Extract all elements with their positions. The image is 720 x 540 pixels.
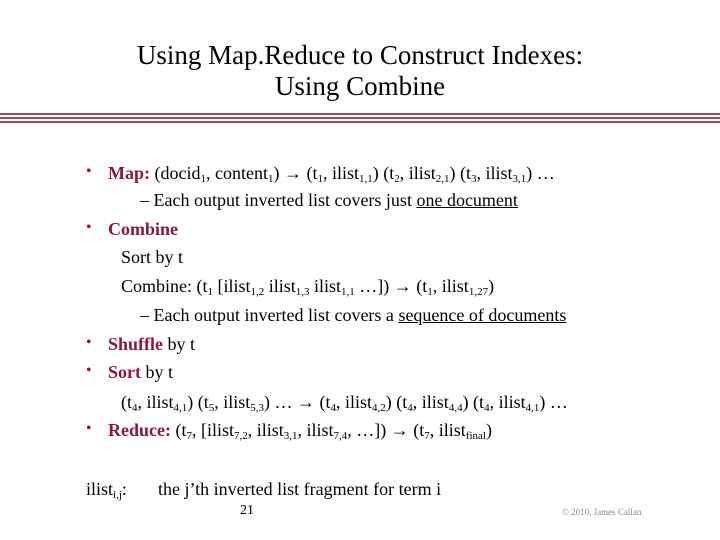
divider-line: [0, 113, 720, 115]
map-line: Map: (docid$_1$, content$_1$) → ($t_1$, ilist$_{1,1}$) ($t_2$, ilist$_{2,1}$) ($t_3$, ilist$_{3,1}$) …: [108, 163, 555, 185]
bullet-icon: •: [86, 362, 92, 379]
copyright-notice: © 2010, James Callan: [562, 507, 642, 517]
combine-sub-underlined: sequence of documents: [398, 305, 567, 325]
bullet-icon: •: [86, 163, 92, 180]
map-sub-underlined: one document: [416, 190, 518, 210]
title-line-2: Using Combine: [274, 71, 446, 101]
map-sub-point: – Each output inverted list covers just one document: [140, 190, 518, 210]
bullet-icon: •: [86, 219, 92, 236]
divider-line: [0, 121, 720, 123]
arrow-icon: →: [393, 276, 412, 296]
combine-expr-line: Combine: ($t_1$ [ilist$_{1,2}$ ilist$_{1,3}$ ilist$_{1,1}$ …]) → ($t_1$, ilist$_{1,27}$): [121, 276, 495, 298]
combine-sort-line: Sort by t: [121, 247, 184, 267]
title-line-1: Using Map.Reduce to Construct Indexes:: [136, 40, 584, 70]
combine-sub-point: – Each output inverted list covers a sequence of documents: [140, 305, 567, 325]
slide-title: [0, 40, 720, 102]
shuffle-line: Shuffle by t: [108, 334, 196, 354]
shuffle-keyword: Shuffle: [108, 334, 164, 354]
map-keyword: Map:: [108, 163, 150, 183]
reduce-line: Reduce: ($t_7$, [ilist$_{7,2}$, ilist$_{3,1}$, ilist$_{7,4}$, …]) → ($t_7$, ilist$_{final}$): [108, 420, 492, 442]
definition-text: the j’th inverted list fragment for term i: [158, 479, 442, 499]
combine-keyword-line: [108, 218, 178, 240]
arrow-icon: →: [283, 163, 302, 183]
page-number: 21: [240, 503, 254, 518]
arrow-icon: →: [390, 420, 409, 440]
title-divider: [0, 113, 720, 125]
sort-keyword: Sort: [108, 362, 141, 382]
combine-keyword: Combine: [108, 219, 179, 239]
definition-term: ilist$_{i,j}$:: [86, 479, 127, 501]
sort-expr-line: ($t_4$, ilist$_{4,1}$) ($t_5$, ilist$_{5,3}$) … → ($t_4$, ilist$_{4,2}$) ($t_4$, ilist$_{4,4}$) ($t_4$, ilist$_{4,1}$) …: [121, 392, 568, 414]
bullet-icon: •: [86, 420, 92, 437]
bullet-icon: •: [86, 334, 92, 351]
arrow-icon: →: [297, 392, 316, 412]
divider-line: [0, 117, 720, 119]
sort-line: Sort by t: [108, 362, 174, 382]
reduce-keyword: Reduce:: [108, 420, 171, 440]
